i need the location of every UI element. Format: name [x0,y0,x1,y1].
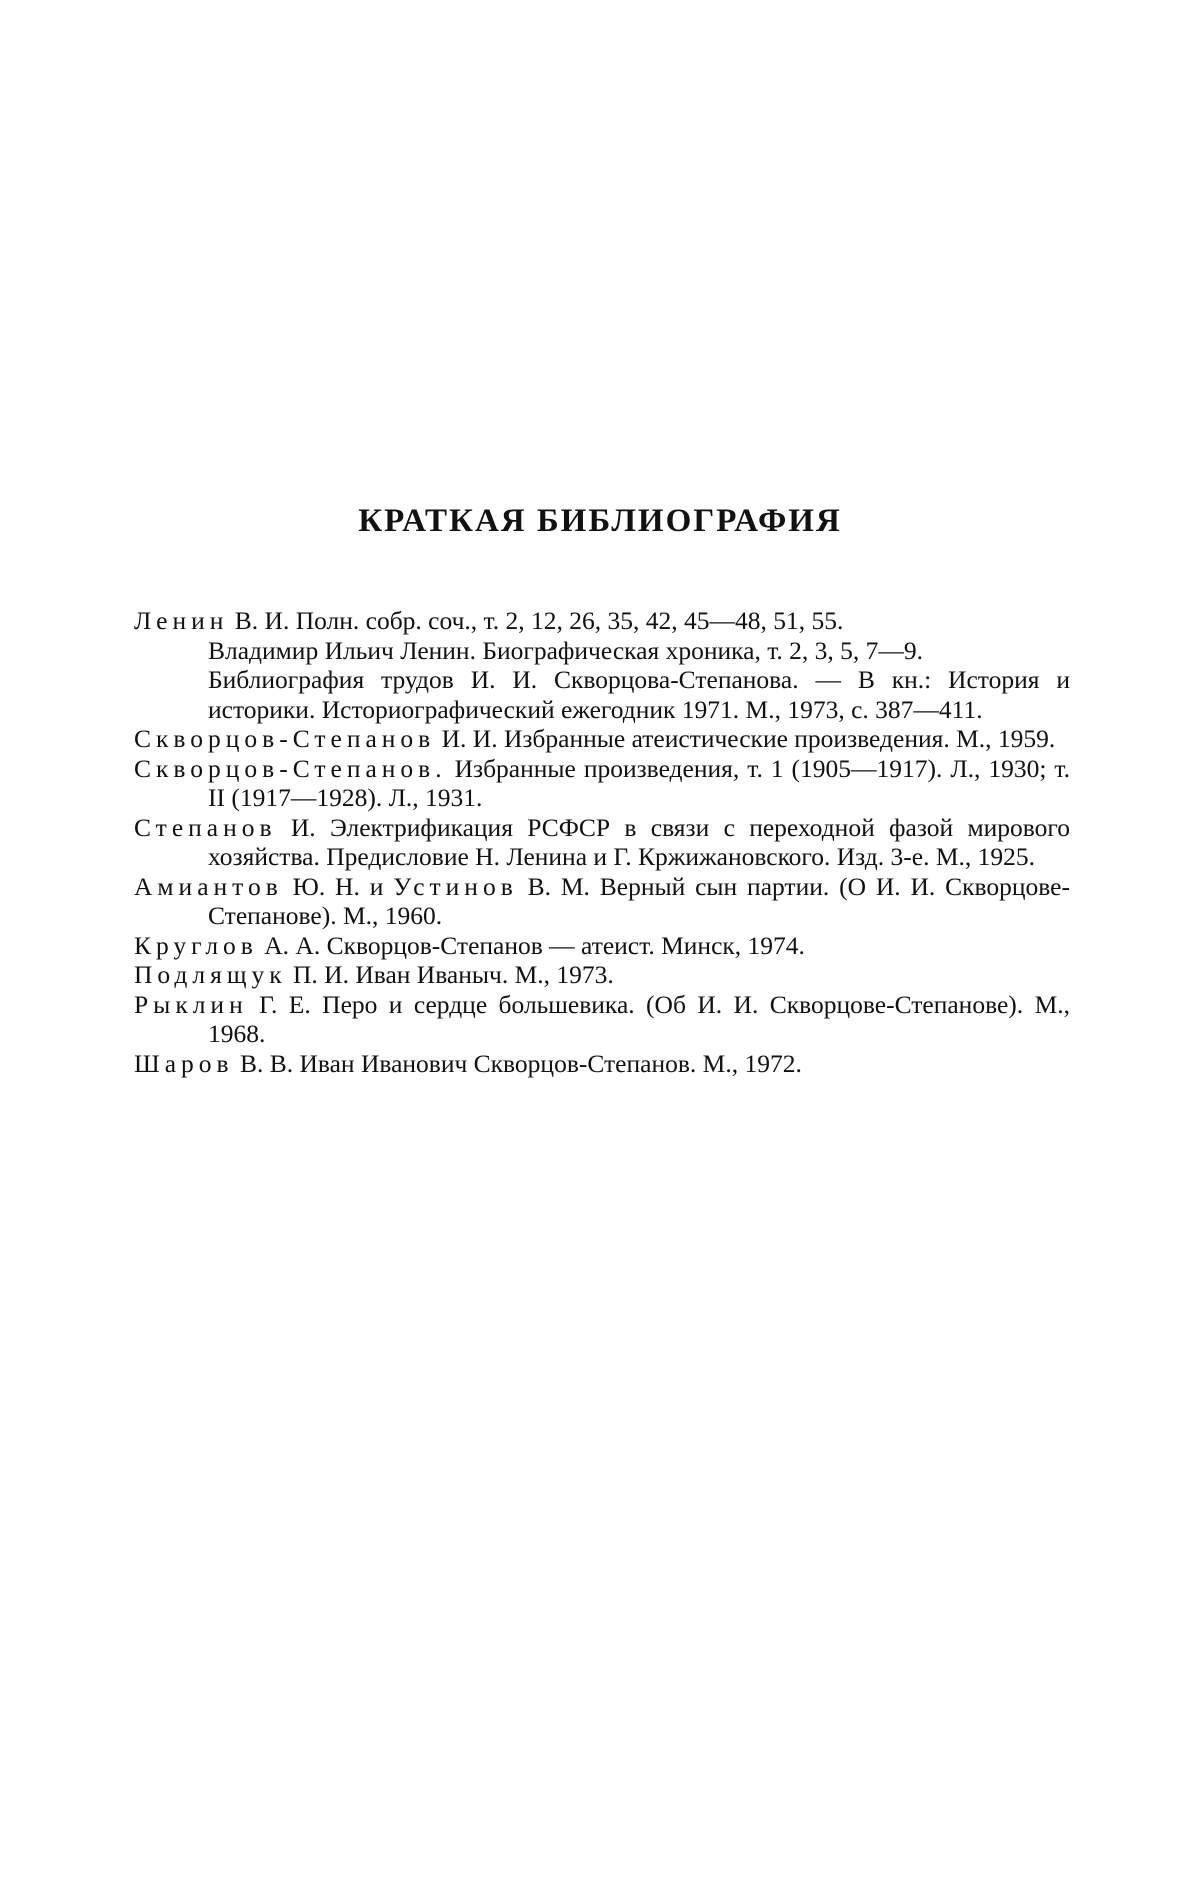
entry-text: В. В. Иван Иванович Скворцов-Степанов. М., 1972. [233,1048,802,1078]
entry-text: И. Электрификация РСФСР в связи с переходной фазой мирового хозяйства. Предисловие Н. Ленина и Г. Кржижановского. Изд. 3-е. М., 1925. [208,812,1070,871]
bibliography-entry [134,990,1070,1049]
entry-text: А. А. Скворцов-Степанов — атеист. Минск, 1974. [257,930,805,960]
entry-text: Библиография трудов И. И. Скворцова-Степанова. — В кн.: История и историки. Историографический ежегодник 1971. М., 1973, с. 387—411. [208,665,1070,724]
entry-author: Шаров [134,1048,234,1078]
entry-text: Избранные произведения, т. 1 (1905—1917). Л., 1930; т. II (1917—1928). Л., 1931. [208,753,1070,812]
entry-text: Г. Е. Перо и сердце большевика. (Об И. И. Скворцове-Степанове). М., 1968. [208,989,1070,1048]
entry-author: Амиантов [134,871,283,901]
entry-author: Круглов [134,930,258,960]
entry-coauthor: Устинов [393,871,518,901]
entry-author: Скворцов-Степанов [134,724,436,753]
entry-text: П. И. Иван Иваныч. М., 1973. [286,960,614,989]
entry-author: Степанов [134,812,277,842]
bibliography-entry [134,872,1070,931]
bibliography-entry [134,813,1070,872]
bibliography-entry [134,1049,1070,1079]
bibliography-entry [134,724,1070,754]
entry-text: В. М. Верный сын партии. (О И. И. Скворцове-Степанове). М., 1960. [208,871,1070,930]
bibliography-entry [134,754,1070,813]
entry-author: Рыклин [134,989,248,1019]
entry-text: В. И. Полн. собр. соч., т. 2, 12, 26, 35, 42, 45—48, 51, 55. [228,606,844,635]
entry-text: Владимир Ильич Ленин. Биографическая хроника, т. 2, 3, 5, 7—9. [208,635,924,665]
bibliography-entry [134,636,1070,666]
entry-text: И. И. Избранные атеистические произведения. М., 1959. [435,724,1056,753]
page-title: КРАТКАЯ БИБЛИОГРАФИЯ [358,503,842,539]
bibliography-entry [134,960,1070,990]
bibliography-list [134,606,1070,1078]
entry-author: Скворцов-Степанов. [134,753,447,783]
entry-text: Ю. Н. и [282,871,394,901]
bibliography-entry [134,606,1070,636]
entry-author: Ленин [134,606,229,635]
bibliography-entry [134,931,1070,961]
entry-author: Подлящук [134,960,287,989]
bibliography-entry [134,665,1070,724]
